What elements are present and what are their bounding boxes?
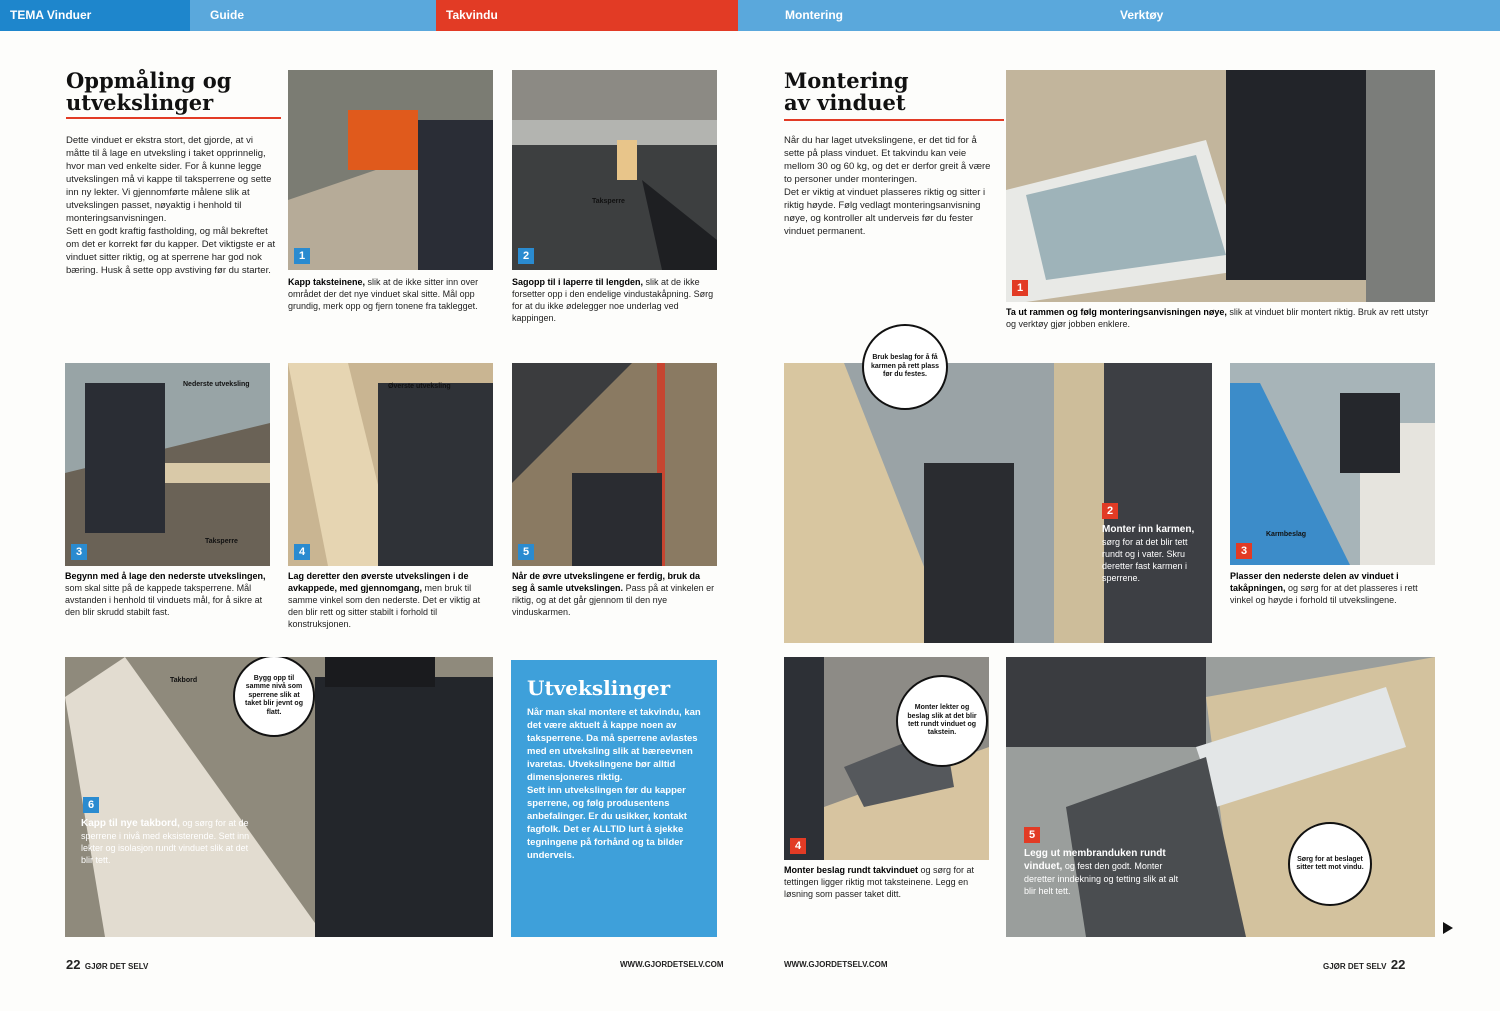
right-footer-mag: GJØR DET SELV [1323, 962, 1387, 971]
caption-step-5 [512, 570, 717, 618]
title-rule-right [784, 119, 1004, 121]
right-intro-text: Når du har laget utvekslingene, er det tid for å sette på plass vinduet. Et takvindu kan veie mellom 30 og 60 kg, og det er derfor greit å være to personer under monteringen. Det er viktig at vinduet plasseres riktig og sitter i riktig høyde. Følg vedlagt monteringsanvisning nøye, og kontroller alt underveis før du fester vinduet permanent. [784, 135, 991, 237]
photo-rafter-cut [512, 70, 717, 270]
left-footer-url: WWW.GJORDETSELV.COM [620, 960, 724, 969]
caption-r-step-3 [1230, 570, 1435, 606]
caption-1-lead: Kapp taksteinene, [288, 277, 366, 287]
step-number-r2: 2 [1102, 503, 1118, 519]
nav-guide: Guide [210, 8, 245, 22]
caption-r-step-1 [1006, 306, 1435, 330]
left-page-title: Oppmåling og utvekslinger [66, 68, 232, 115]
caption-3-lead: Begynn med å lage den nederste utvekslingen, [65, 571, 266, 581]
step-number-1: 1 [294, 248, 310, 264]
caption-r-step-4 [784, 864, 989, 900]
info-box-title: Utvekslinger [527, 676, 671, 700]
caption-1-text: slik at de ikke sitter inn over området der det nye vinduet skal sitte. Mål opp grundig, merk opp og fjern tonene fra taklegget. [288, 277, 479, 311]
step-number-2: 2 [518, 248, 534, 264]
caption-5-text: Pass på at vinkelen er riktig, og at det går gjennom til den nye vinduskarmen. [512, 583, 715, 617]
speech-bubble-karm: Bruk beslag for å få karmen på rett plass før du festes. [862, 324, 948, 410]
step-number-r5: 5 [1024, 827, 1040, 843]
left-footer [66, 957, 148, 972]
step-number-r3: 3 [1236, 543, 1252, 559]
caption-r4-text: og sørg for at tettingen ligger riktig mot taksteinene. Legg en løsning som passer taket ditt. [784, 865, 975, 899]
nav-brand: TEMA Vinduer [0, 0, 190, 31]
nav-montering: Montering [785, 8, 843, 22]
photo-mount-karm [784, 363, 1212, 643]
caption-r5-text: og fest den godt. Monter deretter inndekning og tetting slik at alt blir helt tett. [1024, 861, 1179, 896]
label-karmbeslag: Karmbeslag [1266, 531, 1307, 538]
caption-r1-text: slik at vinduet blir montert riktig. Bruk av rett utstyr og verktøy gjør jobben enklere. [1006, 307, 1429, 329]
title-rule [66, 117, 281, 119]
right-footer [1323, 957, 1405, 972]
caption-6-text: og sørg for at de sperrene i nivå med eksisterende. Sett inn lekter og isolasjon rundt vinduet slik at det blir tett. [81, 818, 250, 865]
speech-bubble-tip: Bygg opp til samme nivå som sperrene slik at taket blir jevnt og flatt. [233, 657, 315, 737]
caption-6-lead: Kapp til nye takbord, [81, 818, 180, 829]
caption-r5-lead: Legg ut membranduken rundt vinduet, [1024, 848, 1166, 872]
right-footer-url: WWW.GJORDETSELV.COM [784, 960, 888, 969]
speech-bubble-beslag: Monter lekter og beslag slik at det blir tett rundt vinduet og takstein. [896, 675, 988, 767]
photo-cutting-rafter [288, 70, 493, 270]
info-box-utvekslinger [511, 660, 717, 937]
left-footer-mag: GJØR DET SELV [84, 962, 149, 971]
caption-r3-lead: Plasser den nederste delen av vinduet i takåpningen, [1230, 571, 1399, 593]
caption-r2-lead: Monter inn karmen, [1102, 524, 1195, 535]
step-number-4: 4 [294, 544, 310, 560]
next-page-arrow-icon [1443, 922, 1453, 934]
label-overste-utveksling: Øverste utveksling [388, 383, 451, 390]
right-page-number: 22 [1390, 957, 1406, 972]
caption-4-lead: Lag deretter den øverste utvekslingen i de avkappede, med gjennomgang, [288, 571, 469, 593]
caption-r-step-5 [1024, 847, 1184, 897]
caption-r-step-2 [1102, 523, 1202, 584]
caption-step-6 [81, 817, 251, 866]
photo-upper-exchange [288, 363, 493, 566]
photo-new-roof-boards [65, 657, 493, 937]
label-taksperre-2: Taksperre [205, 538, 238, 545]
caption-2-lead: Sagopp til i laperre til lengden, [512, 277, 644, 287]
caption-r2-text: sørg for at det blir tett rundt og i vater. Skru deretter fast karmen i sperrene. [1102, 537, 1188, 583]
right-page-title: Montering av vinduet [784, 68, 909, 115]
caption-r1-lead: Ta ut rammen og følg monteringsanvisningen nøye, [1006, 307, 1227, 317]
caption-step-2 [512, 276, 717, 324]
nav-verktoy: Verktøy [1120, 8, 1164, 22]
photo-lower-exchange [65, 363, 270, 566]
caption-2-text: slik at de ikke forsetter opp i den endelige vindustakåpning. Sørg for at du ikke ødelegger noe underlag ved kappingen. [512, 277, 714, 323]
left-intro-text: Dette vinduet er ekstra stort, det gjorde, at vi måtte til å lage en utveksling i taket opprinnelig, hvor man ved enkelte sider. For å kunne legge utvekslingen må vi kappe til taksperrene og sette inn ny lekter. Vi gjennomførte målene slik at utvekslingen passet, nøyaktig i henhold til monteringsanvisningen. Sett en godt kraftig fastholding, og mål bekreftet om det er korrekt før du kapper. Det viktigste er at vinduet sitter riktig, og at sperrene har god nok bæring. Husk å sette opp avstiving før du starter. [66, 135, 276, 276]
left-page-number: 22 [66, 957, 81, 972]
nav-active-section: Takvindu [436, 0, 738, 31]
info-box-body: Når man skal montere et takvindu, kan det være aktuelt å kappe noen av taksperrene. Da må sperrene avlastes med en utveksling slik at bæreevnen ivaretas. Utvekslingene bør alltid dimensjoneres riktig. Sett inn utvekslingen før du kapper sperrene, og følg produsentens anbefalinger. Er du usikker, kontakt fagfolk. Det er ALLTID lurt å sjekke tegningene på forhånd og ta bilder underveis. [527, 707, 701, 861]
caption-step-1 [288, 276, 493, 312]
step-number-r4: 4 [790, 838, 806, 854]
label-nederste-utveksling: Nederste utveksling [183, 381, 250, 388]
label-taksperre: Taksperre [592, 198, 625, 205]
step-number-6: 6 [83, 797, 99, 813]
photo-lower-frame [1230, 363, 1435, 565]
photo-support-post [512, 363, 717, 566]
step-number-5: 5 [518, 544, 534, 560]
speech-bubble-tett: Sørg for at beslaget sitter tett mot vindu. [1288, 822, 1372, 906]
step-number-r1: 1 [1012, 280, 1028, 296]
caption-5-lead: Når de øvre utvekslingene er ferdig, bruk da seg å samle utvekslingen. [512, 571, 701, 593]
caption-step-3 [65, 570, 270, 618]
photo-window-frame [1006, 70, 1435, 302]
step-number-3: 3 [71, 544, 87, 560]
caption-3-text: som skal sitte på de kappede taksperrene. Mål avstanden i henhold til vinduets mål, for å sikre at den blir skrudd stabilt fast. [65, 583, 263, 617]
caption-r3-text: og sørg for at det plasseres i rett vinkel og høyde i forhold til utvekslingene. [1230, 583, 1418, 605]
caption-step-4 [288, 570, 493, 630]
caption-4-text: men bruk til samme vinkel som den nederste. Det er viktig at den blir rett og sitter stabilt i forhold til konstruksjonen. [288, 583, 481, 629]
label-takbord: Takbord [170, 677, 198, 684]
caption-r4-lead: Monter beslag rundt takvinduet [784, 865, 919, 875]
photo-membrane [1006, 657, 1435, 937]
